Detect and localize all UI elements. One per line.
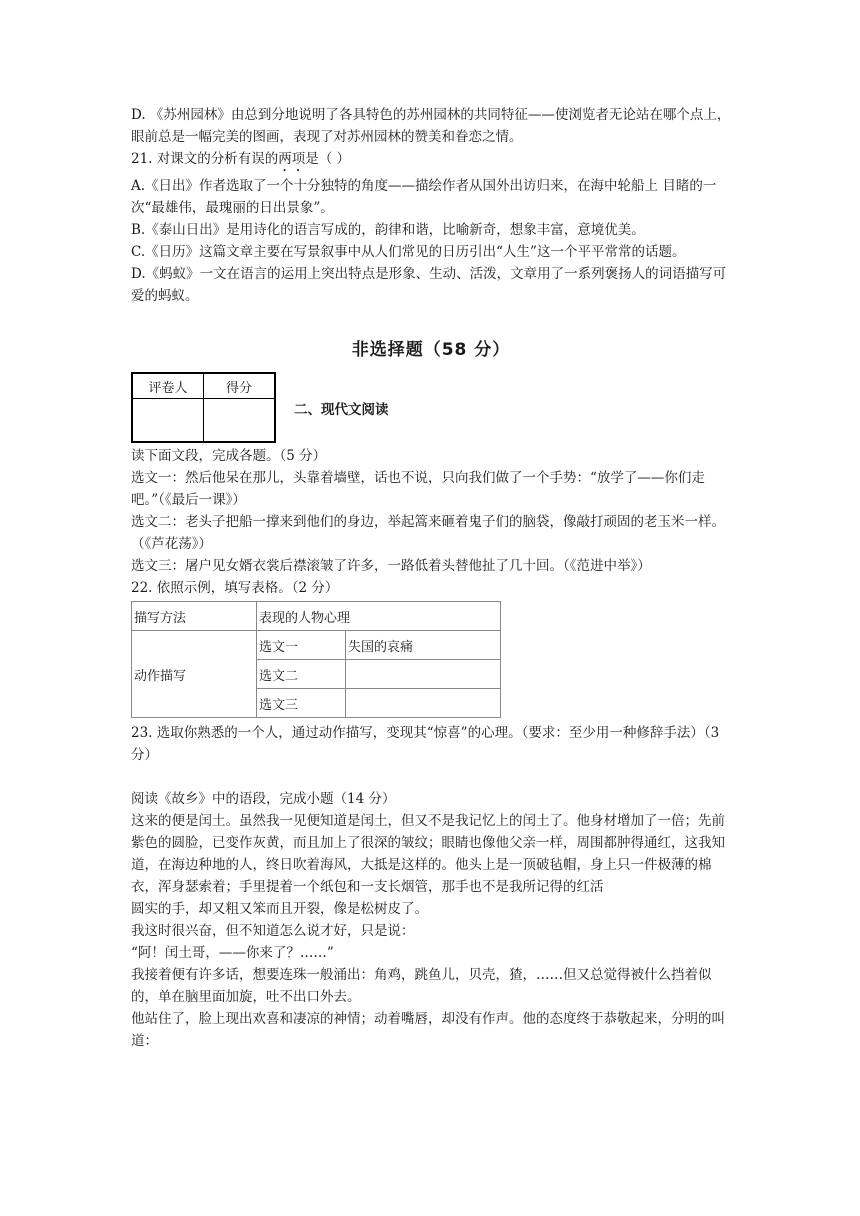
- spacer: [131, 766, 731, 788]
- desc-table-row3-answer[interactable]: [346, 689, 501, 718]
- reading1-intro: 读下面文段，完成各题。（5 分）: [131, 448, 327, 464]
- section-title: 非选择题（58 分）: [351, 340, 511, 360]
- reading2-paragraph-3: 我这时很兴奋，但不知道怎么说才好，只是说：: [131, 923, 415, 939]
- reading2-paragraph-1: 这来的便是闰土。虽然我一见便知道是闰土，但又不是我记忆上的闰土了。他身材增加了一倍；先前紫色的圆脸，已变作灰黄，而且加上了很深的皱纹；眼睛也像他父亲一样，周围都肿得通红，这我知道，在海边种地的人，终日吹着海风，大抵是这样的。他头上是一顶破毡帽，身上只一件极薄的棉衣，浑身瑟索着；手里提着一个纸包和一支长烟管，那手也不是我所记得的红活: [131, 813, 725, 895]
- reading1-excerpt-3: 选文三：屠户见女婿衣裳后襟滚皱了许多，一路低着头替他扯了几十回。（《范进中举》）: [131, 558, 651, 574]
- score-table: [131, 372, 276, 443]
- question-21-option-b: B.《泰山日出》是用诗化的语言写成的，韵律和谐，比喻新奇，想象丰富，意境优美。: [131, 222, 645, 238]
- desc-table-method-cell: 动作描写: [132, 631, 257, 718]
- reading1-excerpt-1: 选文一：然后他呆在那儿，头靠着墙壁，话也不说，只向我们做了一个手势：“放学了——你们走吧。”（《最后一课》）: [131, 470, 705, 508]
- exam-page: [131, 104, 731, 1052]
- desc-table-header-psych: 表现的人物心理: [257, 602, 501, 631]
- question-21-option-a: A.《日出》作者选取了一个十分独特的角度——描绘作者从国外出访归来，在海中轮船上 目睹的一次“最雄伟，最瑰丽的日出景象”。: [131, 178, 717, 216]
- question-22: 22. 依照示例，填写表格。（2 分）: [131, 580, 339, 596]
- score-row: [131, 372, 731, 443]
- reading1-excerpt-2: 选文二：老头子把船一撑来到他们的身边，举起篙来砸着鬼子们的脑袋，像敲打顽固的老玉米一样。（《芦花荡》）: [131, 514, 725, 552]
- desc-table-row1-label: 选文一: [257, 631, 346, 660]
- reading2-paragraph-2: 圆实的手，却又粗又笨而且开裂，像是松树皮了。: [131, 901, 428, 917]
- desc-table-row2-label: 选文二: [257, 660, 346, 689]
- question-21: [131, 148, 731, 175]
- option-d-suzhou: D. 《苏州园林》由总到分地说明了各具特色的苏州园林的共同特征——使浏览者无论站在哪个点上，眼前总是一幅完美的图画，表现了对苏州园林的赞美和眷恋之情。: [131, 107, 731, 145]
- part-title: 二、现代文阅读: [294, 401, 389, 418]
- desc-table-header-method: 描写方法: [132, 602, 257, 631]
- desc-table-row3-label: 选文三: [257, 689, 346, 718]
- question-21-suffix: 是（ ）: [305, 151, 351, 167]
- score-table-score-cell[interactable]: [204, 399, 276, 443]
- description-table: [131, 601, 501, 718]
- reading2-paragraph-5: 我接着便有许多话，想要连珠一般涌出：角鸡，跳鱼儿，贝壳，猹，……但又总觉得被什么挡着似的，单在脑里面加旋，吐不出口外去。: [131, 967, 712, 1005]
- desc-table-row2-answer[interactable]: [346, 660, 501, 689]
- reading2-intro: 阅读《故乡》中的语段，完成小题（14 分）: [131, 791, 396, 807]
- reading2-paragraph-6: 他站住了，脸上现出欢喜和凄凉的神情；动着嘴唇，却没有作声。他的态度终于恭敬起来，分明的叫道：: [131, 1011, 725, 1049]
- question-21-emphasis: 两项: [278, 151, 306, 167]
- score-table-grader-cell[interactable]: [132, 399, 204, 443]
- score-table-score-header: 得分: [204, 373, 276, 399]
- question-23: 23. 选取你熟悉的一个人，通过动作描写，变现其“惊喜”的心理。（要求：至少用一种修辞手法）（3 分）: [131, 725, 720, 763]
- question-21-option-d: D.《蚂蚁》一文在语言的运用上突出特点是形象、生动、活泼，文章用了一系列褒扬人的词语描写可爱的蚂蚁。: [131, 266, 727, 304]
- desc-table-row1-value: 失国的哀痛: [346, 631, 501, 660]
- reading2-paragraph-4: “阿！闰土哥，——你来了？……”: [131, 945, 334, 961]
- question-21-prefix: 21. 对课文的分析有误的: [131, 151, 279, 167]
- question-21-option-c: C.《日历》这篇文章主要在写景叙事中从人们常见的日历引出“人生”这一个平平常常的话题。: [131, 244, 686, 260]
- score-table-grader-header: 评卷人: [132, 373, 204, 399]
